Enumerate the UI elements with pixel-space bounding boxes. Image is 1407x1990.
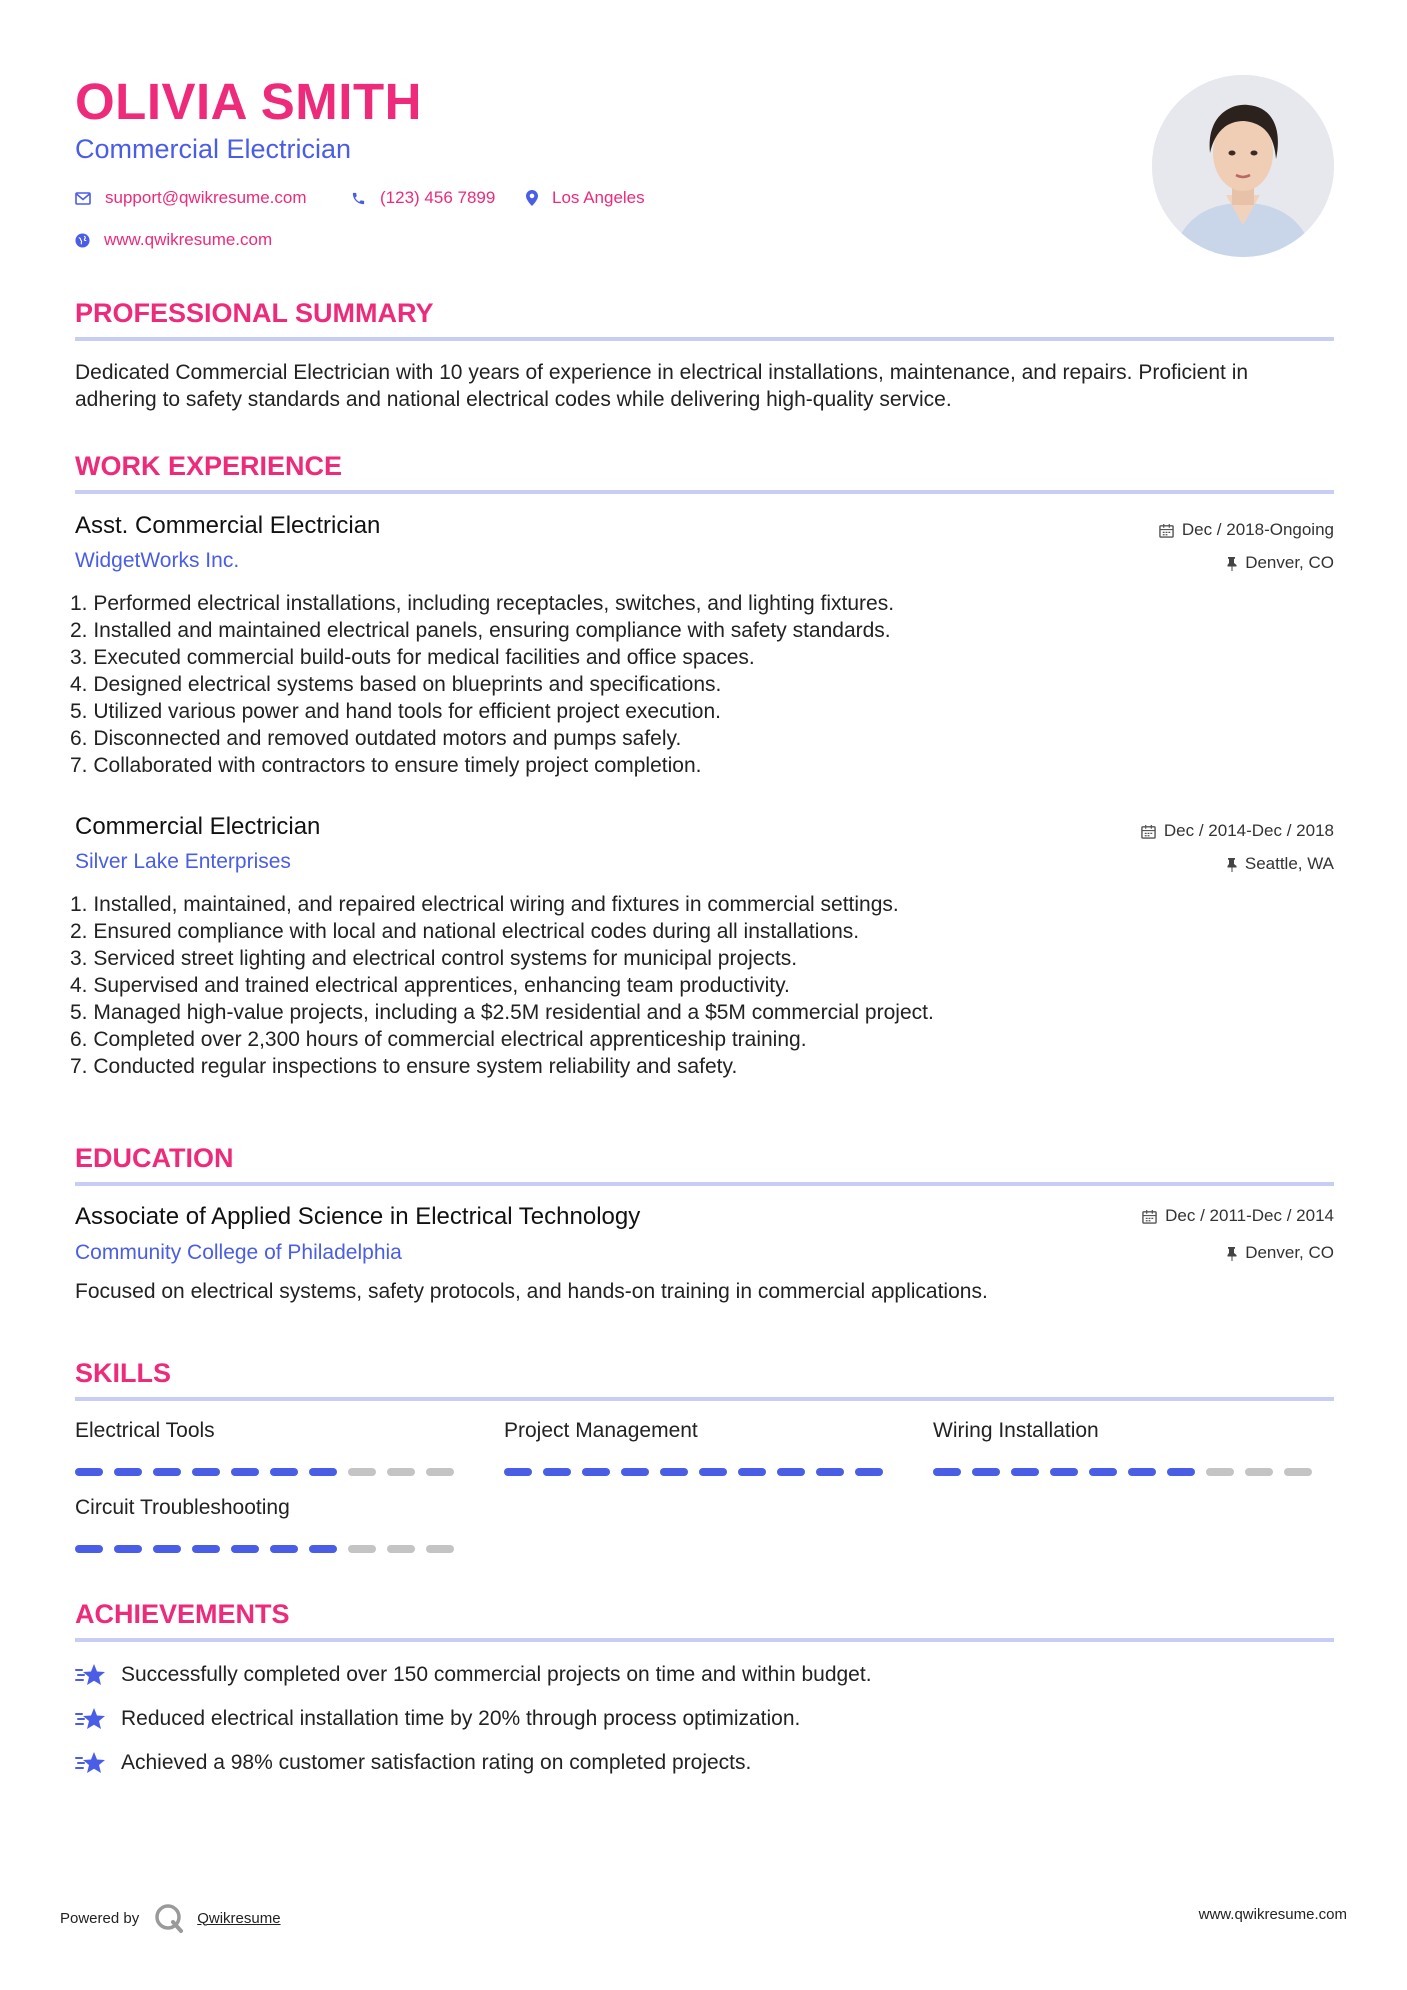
education-divider [75, 1182, 1334, 1186]
location-text: Los Angeles [552, 188, 645, 207]
achievement-item [75, 1662, 872, 1688]
list-item: 4. Supervised and trained electrical apprentices, enhancing team productivity. [70, 974, 790, 997]
skill-segment [153, 1545, 181, 1553]
footer-url[interactable]: www.qwikresume.com [1198, 1906, 1347, 1923]
skill-segment [270, 1468, 298, 1476]
candidate-title: Commercial Electrician [75, 134, 352, 164]
qwikresume-logo-icon [153, 1902, 185, 1934]
contact-website[interactable] [75, 230, 272, 250]
job-date-text: Dec / 2014-Dec / 2018 [1163, 821, 1334, 840]
skill-segment [192, 1545, 220, 1553]
list-item: 4. Designed electrical systems based on blueprints and specifications. [70, 673, 722, 696]
skill-segment [75, 1468, 103, 1476]
experience-divider [75, 490, 1334, 494]
portrait-image [1152, 75, 1334, 257]
email-text: support@qwikresume.com [105, 188, 307, 207]
calendar-icon [1141, 824, 1156, 839]
list-item: 5. Utilized various power and hand tools for efficient project execution. [70, 700, 721, 723]
skill-segment [114, 1468, 142, 1476]
skills-divider [75, 1397, 1334, 1401]
job-company: WidgetWorks Inc. [75, 549, 240, 572]
job-role: Commercial Electrician [75, 813, 321, 840]
job-location [1226, 854, 1334, 874]
job-company: Silver Lake Enterprises [75, 850, 291, 873]
list-item: 6. Disconnected and removed outdated motors and pumps safely. [70, 727, 682, 750]
skill-name: Project Management [504, 1419, 698, 1442]
skill-segment [933, 1468, 961, 1476]
job-role: Asst. Commercial Electrician [75, 512, 381, 539]
job-date [1141, 821, 1334, 841]
footer-powered-by [60, 1902, 281, 1934]
skill-segment [660, 1468, 688, 1476]
pushpin-icon [1226, 857, 1237, 872]
skill-segment [972, 1468, 1000, 1476]
skill-segment [582, 1468, 610, 1476]
map-pin-icon [526, 190, 538, 206]
contact-email[interactable] [75, 188, 307, 208]
summary-heading: PROFESSIONAL SUMMARY [75, 298, 434, 328]
skill-segment [504, 1468, 532, 1476]
brand-link[interactable]: Qwikresume [197, 1909, 281, 1927]
achievement-item [75, 1750, 751, 1776]
skill-segment [1011, 1468, 1039, 1476]
summary-divider [75, 337, 1334, 341]
skill-segment [426, 1468, 454, 1476]
skill-segment [309, 1468, 337, 1476]
job-duties-list [70, 590, 1270, 779]
skill-name: Wiring Installation [933, 1419, 1099, 1442]
education-date [1142, 1206, 1334, 1226]
skill-segment [348, 1545, 376, 1553]
skill-segment [1206, 1468, 1234, 1476]
experience-heading: WORK EXPERIENCE [75, 451, 343, 481]
list-item: 2. Installed and maintained electrical panels, ensuring compliance with safety standards. [70, 619, 891, 642]
list-item: 5. Managed high-value projects, including a $2.5M residential and a $5M commercial project. [70, 1001, 934, 1024]
phone-icon [351, 191, 366, 206]
skill-segment [1089, 1468, 1117, 1476]
website-text: www.qwikresume.com [104, 230, 273, 249]
skill-segment [1284, 1468, 1312, 1476]
skill-segment [387, 1468, 415, 1476]
skill-level-bar [504, 1468, 894, 1476]
school-name: Community College of Philadelphia [75, 1241, 402, 1264]
achievement-text: Successfully completed over 150 commercial projects on time and within budget. [121, 1663, 872, 1686]
achievements-divider [75, 1638, 1334, 1642]
skill-segment [270, 1545, 298, 1553]
skill-segment [777, 1468, 805, 1476]
list-item: 1. Performed electrical installations, including receptacles, switches, and lighting fixtures. [70, 592, 895, 615]
achievement-text: Achieved a 98% customer satisfaction rating on completed projects. [121, 1751, 752, 1774]
skill-segment [348, 1468, 376, 1476]
shooting-star-icon [75, 1706, 107, 1732]
achievement-item [75, 1706, 800, 1732]
list-item: 7. Conducted regular inspections to ensure system reliability and safety. [70, 1055, 738, 1078]
calendar-icon [1159, 523, 1174, 538]
education-text: Focused on electrical systems, safety protocols, and hands-on training in commercial applications. [75, 1280, 988, 1303]
contact-location [526, 188, 645, 208]
skill-segment [1167, 1468, 1195, 1476]
job-location-text: Seattle, WA [1244, 854, 1334, 873]
phone-text: (123) 456 7899 [380, 188, 496, 207]
education-date-text: Dec / 2011-Dec / 2014 [1165, 1206, 1334, 1225]
skill-segment [153, 1468, 181, 1476]
skill-name: Electrical Tools [75, 1419, 215, 1442]
list-item: 7. Collaborated with contractors to ensure timely project completion. [70, 754, 702, 777]
pushpin-icon [1226, 1246, 1237, 1261]
skill-level-bar [933, 1468, 1323, 1476]
skill-segment [426, 1545, 454, 1553]
skill-segment [387, 1545, 415, 1553]
list-item: 2. Ensured compliance with local and national electrical codes during all installations. [70, 920, 860, 943]
skill-segment [192, 1468, 220, 1476]
skill-segment [738, 1468, 766, 1476]
achievement-text: Reduced electrical installation time by 20% through process optimization. [121, 1707, 801, 1730]
skill-segment [231, 1468, 259, 1476]
skill-level-bar [75, 1545, 465, 1553]
candidate-name: OLIVIA SMITH [75, 73, 422, 130]
shooting-star-icon [75, 1750, 107, 1776]
job-date [1159, 520, 1334, 540]
education-heading: EDUCATION [75, 1143, 234, 1173]
skill-segment [309, 1545, 337, 1553]
list-item: 3. Executed commercial build-outs for medical facilities and office spaces. [70, 646, 755, 669]
contact-phone[interactable] [351, 188, 495, 208]
skill-segment [114, 1545, 142, 1553]
globe-icon [75, 233, 90, 248]
envelope-icon [75, 192, 91, 205]
skill-name: Circuit Troubleshooting [75, 1496, 290, 1519]
skills-heading: SKILLS [75, 1358, 172, 1388]
achievements-heading: ACHIEVEMENTS [75, 1599, 290, 1629]
skill-segment [231, 1545, 259, 1553]
list-item: 6. Completed over 2,300 hours of commercial electrical apprenticeship training. [70, 1028, 807, 1051]
list-item: 1. Installed, maintained, and repaired electrical wiring and fixtures in commercial settings. [70, 893, 899, 916]
pushpin-icon [1226, 556, 1237, 571]
education-location-text: Denver, CO [1245, 1243, 1334, 1262]
job-location [1226, 553, 1334, 573]
calendar-icon [1142, 1209, 1157, 1224]
job-date-text: Dec / 2018-Ongoing [1181, 520, 1334, 539]
skill-level-bar [75, 1468, 465, 1476]
job-location-text: Denver, CO [1245, 553, 1334, 572]
skill-segment [1128, 1468, 1156, 1476]
degree-title: Associate of Applied Science in Electrical Technology [75, 1203, 641, 1230]
skill-segment [543, 1468, 571, 1476]
education-location [1226, 1243, 1334, 1263]
skill-segment [855, 1468, 883, 1476]
skill-segment [75, 1545, 103, 1553]
skill-segment [699, 1468, 727, 1476]
skill-segment [621, 1468, 649, 1476]
skill-segment [816, 1468, 844, 1476]
profile-photo [1152, 75, 1334, 257]
skill-segment [1050, 1468, 1078, 1476]
skill-segment [1245, 1468, 1273, 1476]
powered-by-label: Powered by [60, 1909, 140, 1927]
shooting-star-icon [75, 1662, 107, 1688]
job-duties-list [70, 891, 1270, 1080]
list-item: 3. Serviced street lighting and electrical control systems for municipal projects. [70, 947, 798, 970]
summary-text: Dedicated Commercial Electrician with 10 years of experience in electrical installations, maintenance, and repairs. Proficient in adhering to safety standards and national electrical codes while delivering high-quality service. [75, 361, 1249, 411]
